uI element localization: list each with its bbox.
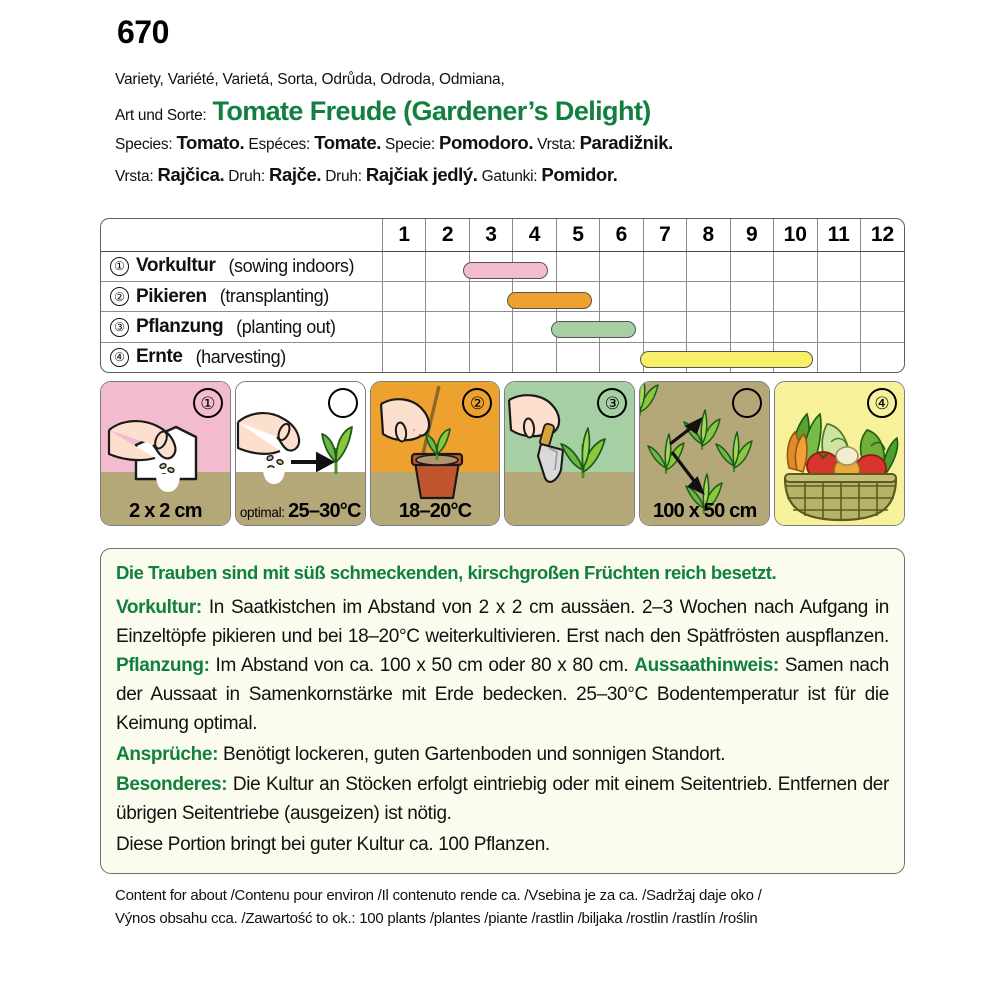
row-label-de-pflanzung: Pflanzung xyxy=(136,316,224,338)
description-keyword: Besonderes: xyxy=(116,774,228,796)
row-label-de-vorkultur: Vorkultur xyxy=(136,255,216,277)
cultivation-calendar xyxy=(100,218,905,373)
description-tagline: Die Trauben sind mit süß schmeckenden, kirschgroßen Früchten reich besetzt. xyxy=(116,562,777,583)
calendar-corner-cell xyxy=(101,219,383,251)
description-paragraph-special: Besonderes: Die Kultur an Stöcken erfolgt eintriebig oder mit einem Seitentrieb. Entfernen der übrigen Seitentriebe (ausgeizen) ist nötig. xyxy=(116,774,889,825)
month-header-2: 2 xyxy=(426,219,469,251)
description-keyword: Pflanzung: xyxy=(116,654,210,676)
panel-caption-3 xyxy=(371,501,500,521)
panel-badge-6: ④ xyxy=(867,388,897,418)
calendar-row-label-ernte xyxy=(101,342,383,372)
panel-badge-1: ① xyxy=(193,388,223,418)
panel-badge-5 xyxy=(732,388,762,418)
species-value-en: Tomato. xyxy=(176,132,245,154)
panel-sowing-indoors xyxy=(100,381,231,526)
species-label-pl: Gatunki: xyxy=(481,167,538,185)
species-label-cs: Druh: xyxy=(228,167,265,185)
panel-planting-out xyxy=(504,381,635,526)
panel-badge-3: ② xyxy=(462,388,492,418)
step-number-4: ④ xyxy=(110,348,129,367)
description-keyword: Aussaathinweis: xyxy=(634,654,779,676)
row-label-en-ernte: (harvesting) xyxy=(195,346,286,367)
calendar-row-pikieren xyxy=(101,282,904,312)
month-header-11: 11 xyxy=(817,219,860,251)
row-label-en-vorkultur: (sowing indoors) xyxy=(228,255,355,276)
footer-content-note xyxy=(115,884,915,931)
calendar-header-row xyxy=(101,219,904,251)
panel-plant-spacing xyxy=(639,381,770,526)
calendar-row-ernte xyxy=(101,342,904,372)
footer-line-1: Content for about /Contenu pour environ /Il contenuto rende ca. /Vsebina je za ca. /Sadržaj daje oko / xyxy=(115,887,762,904)
step-number-1: ① xyxy=(110,257,129,276)
panel-caption-5 xyxy=(640,501,769,521)
panel-caption-text-3: 18–20°C xyxy=(398,500,472,522)
panel-germination-temperature xyxy=(235,381,366,526)
species-label-fr: Espéces: xyxy=(248,136,311,154)
month-header-3: 3 xyxy=(469,219,512,251)
month-header-10: 10 xyxy=(774,219,817,251)
month-header-5: 5 xyxy=(556,219,599,251)
species-value-cs: Rajče. xyxy=(269,163,322,185)
description-panel xyxy=(100,548,905,874)
varieties-multilang-label: Variety, Variété, Varietá, Sorta, Odrůda, Odroda, Odmiana, xyxy=(115,71,505,88)
calendar-row-label-pikieren xyxy=(101,282,383,312)
species-line-1 xyxy=(115,130,905,156)
species-label-hr: Vrsta: xyxy=(115,167,154,185)
month-header-9: 9 xyxy=(730,219,773,251)
panel-caption-prefix-2: optimal: xyxy=(239,505,289,520)
panel-pricking-out xyxy=(370,381,501,526)
description-paragraph-requirements: Ansprüche: Benötigt lockeren, guten Gartenboden und sonnigen Standort. xyxy=(116,743,726,765)
calendar-row-label-pflanzung xyxy=(101,312,383,342)
variety-name: Tomate Freude (Gardener’s Delight) xyxy=(212,96,651,127)
panel-badge-2 xyxy=(328,388,358,418)
species-value-fr: Tomate. xyxy=(314,132,381,154)
species-label-en: Species: xyxy=(115,136,173,154)
art-und-sorte-label: Art und Sorte: xyxy=(115,107,207,125)
row-label-de-pikieren: Pikieren xyxy=(136,285,207,307)
panel-caption-2 xyxy=(236,501,365,521)
panel-badge-4: ③ xyxy=(597,388,627,418)
species-value-sl: Paradižnik. xyxy=(579,132,673,154)
step-number-3: ③ xyxy=(110,318,129,337)
row-label-en-pikieren: (transplanting) xyxy=(219,286,329,307)
variety-name-line xyxy=(115,98,905,125)
calendar-table xyxy=(101,219,904,372)
article-number: 670 xyxy=(117,14,169,50)
calendar-row-vorkultur xyxy=(101,251,904,281)
species-value-it: Pomodoro. xyxy=(439,132,534,154)
panel-harvest xyxy=(774,381,905,526)
month-header-7: 7 xyxy=(643,219,686,251)
header-block xyxy=(115,70,905,188)
month-header-4: 4 xyxy=(513,219,556,251)
month-header-12: 12 xyxy=(860,219,904,251)
panel-caption-text-5: 100 x 50 cm xyxy=(652,500,757,522)
description-paragraph-cultivation: Vorkultur: In Saatkistchen im Abstand von 2 x 2 cm aussäen. 2–3 Wochen nach Aufgang in Einzeltöpfe pikieren und bei 18–20°C weiterkultivieren. Erst nach den Spätfrösten auspflanzen. Pflanzung: Im Abstand von ca. 100 x 50 cm oder 80 x 80 cm. Aussaathinweis: Samen nach der Aussaat in Samenkornstärke mit Erde bedecken. 25–30°C Bodentemperatur ist für die Keimung optimal. xyxy=(116,597,890,734)
species-value-sk: Rajčiak jedlý. xyxy=(365,163,478,185)
step-number-2: ② xyxy=(110,287,129,306)
species-label-sk: Druh: xyxy=(325,167,362,185)
footer-line-2: Výnos obsahu cca. /Zawartość to ok.: 100 plants /plantes /piante /rastlin /biljaka /rostlin /rastlín /roślin xyxy=(115,910,758,928)
description-keyword: Ansprüche: xyxy=(116,743,219,765)
species-line-2 xyxy=(115,162,905,188)
calendar-row-label-vorkultur xyxy=(101,251,383,281)
description-keyword: Vorkultur: xyxy=(116,597,202,619)
month-header-1: 1 xyxy=(383,219,426,251)
month-header-6: 6 xyxy=(600,219,643,251)
row-label-en-pflanzung: (planting out) xyxy=(236,316,336,337)
panel-caption-1 xyxy=(101,501,230,521)
species-value-pl: Pomidor. xyxy=(541,163,618,185)
panel-caption-text-1: 2 x 2 cm xyxy=(129,500,202,522)
panel-caption-text-2: 25–30°C xyxy=(288,500,361,522)
species-label-sl: Vrsta: xyxy=(537,136,576,154)
species-label-it: Specie: xyxy=(385,136,435,154)
species-value-hr: Rajčica. xyxy=(157,163,225,185)
calendar-row-pflanzung xyxy=(101,312,904,342)
month-header-8: 8 xyxy=(687,219,730,251)
description-paragraph-portion: Diese Portion bringt bei guter Kultur ca. 100 Pflanzen. xyxy=(116,834,550,856)
illustration-panels xyxy=(100,381,905,526)
row-label-de-ernte: Ernte xyxy=(136,346,183,368)
